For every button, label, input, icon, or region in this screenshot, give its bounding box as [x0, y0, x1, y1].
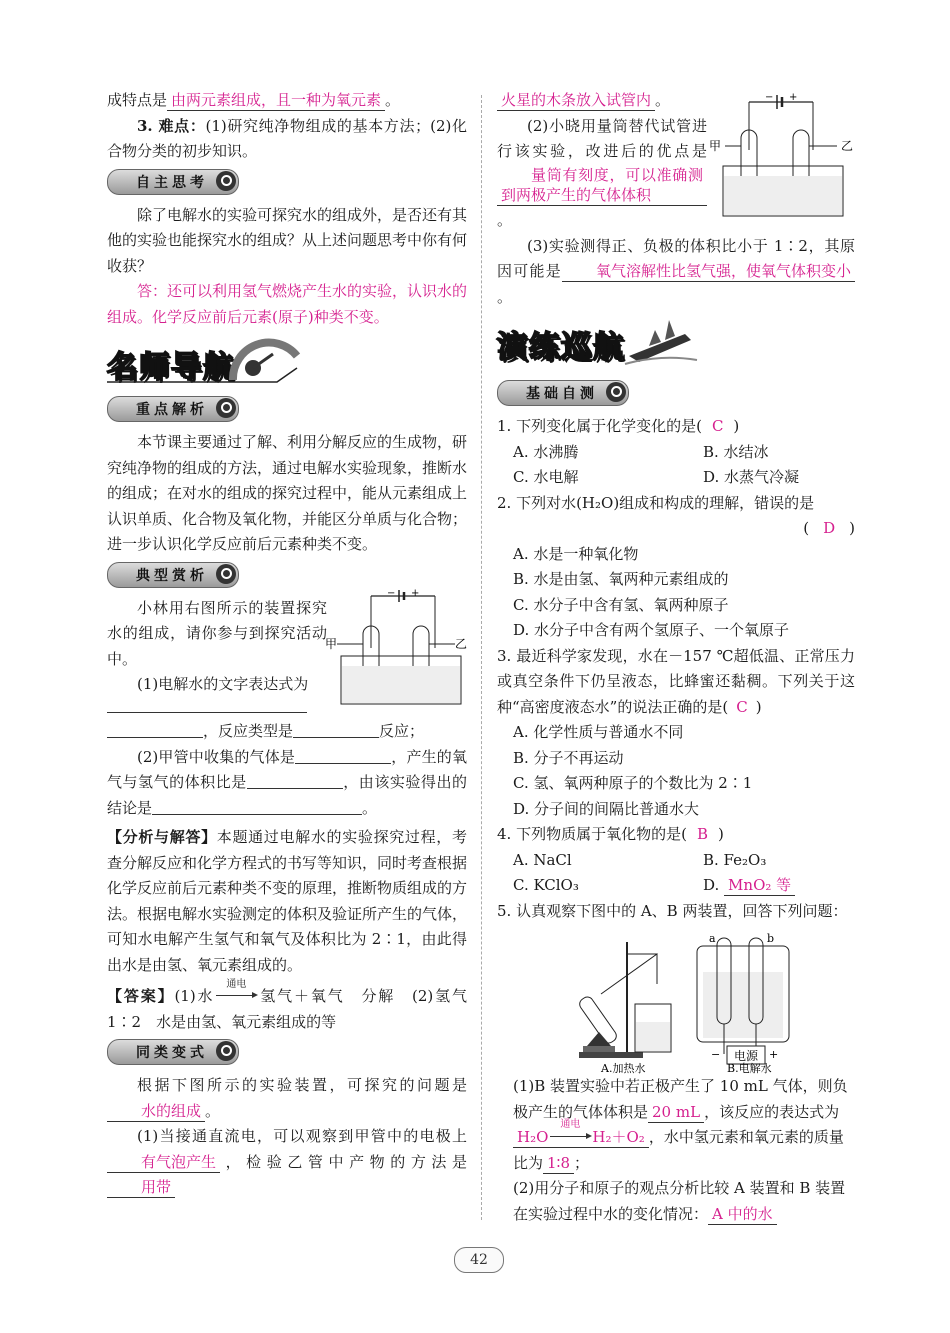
text: ，该反应的表达式为 — [704, 1102, 840, 1121]
banner-title: 名师导航 — [107, 350, 235, 385]
ship-icon — [625, 316, 697, 366]
text: 。 — [497, 211, 513, 229]
banner-underline — [107, 366, 307, 386]
experiment-block — [497, 88, 855, 310]
answer-blank: 由两元素组成，且一种为氧元素 — [167, 90, 385, 111]
section-title: 基础自测 — [526, 386, 598, 402]
option: C. 水电解 — [513, 468, 579, 486]
text: (1)研究纯净物组成的基本方法；(2)化合物分类的初步知识。 — [107, 116, 467, 160]
question-1 — [497, 414, 855, 440]
options-row — [497, 440, 855, 466]
section-header-zizhu — [107, 169, 239, 195]
text: (1)B 装置实验中若正极产生了 10 mL 气体，则负极产生的气体体积是 — [513, 1077, 848, 1121]
caption-b: B.电解水 — [727, 1062, 772, 1075]
page-number: 42 — [454, 1247, 504, 1273]
magnifier-icon — [606, 382, 626, 402]
electrolysis-apparatus-figure — [709, 90, 855, 220]
question-5: 5. 认真观察下图中的 A、B 两装置，回答下列问题： — [497, 901, 848, 920]
reaction-arrow — [214, 979, 258, 1010]
text: ，产生的氧气与氢气的体积比是 — [107, 747, 467, 791]
answer-blank: 量筒有刻度，可以准确测到两极产生的气体体积 — [497, 165, 707, 206]
text: ) — [733, 417, 740, 435]
banner-title: 演练巡航 — [497, 330, 625, 365]
section-title: 自主思考 — [136, 174, 208, 191]
label-b: b — [767, 932, 775, 945]
question-4 — [497, 822, 855, 848]
option: B. 水是由氢、氧两种元素组成的 — [513, 570, 729, 588]
option: C. KClO₃ — [513, 876, 579, 894]
magnifier-icon — [216, 564, 236, 584]
option: B. 分子不再运动 — [513, 748, 624, 767]
paragraph — [497, 234, 855, 311]
electrolysis-apparatus-figure — [325, 587, 468, 708]
text: ，由该实验得出的结论是 — [107, 773, 467, 817]
text: (2)甲管中收集的气体是 — [137, 747, 296, 766]
section-header-tonglei — [107, 1039, 239, 1065]
answer-blank: 火星的木条放入试管内 — [497, 90, 655, 111]
text: (3)实验测得正、负极的体积比小于 1∶2，其原因可能是 — [497, 236, 855, 280]
question-5-2 — [497, 1176, 855, 1227]
answer-paren: ( D ) — [803, 519, 855, 537]
label: 【分析与解答】 — [107, 828, 217, 846]
section-header-dianxing — [107, 562, 239, 588]
text: 本题通过电解水的实验探究过程，考查分解反应和化学方程式的书写等知识，同时考查根据化学反应前后元素种类不变的原理，推断物质组成的方法。根据电解水实验测定的体积及验证所产生的气体，可知水电解产生氢气和氧气及体积比为 2∶1，由此得出水是由氢、氧元素组成的。 — [107, 828, 468, 974]
paragraph — [107, 1124, 467, 1201]
text: ，检验乙管中产物的方法是 — [220, 1152, 467, 1171]
apparatus-ab-figure — [497, 924, 855, 1074]
analysis-paragraph — [107, 825, 467, 978]
options-row — [497, 848, 855, 874]
text: (1)当接通直流电，可以观察到甲管中的电极上 — [137, 1127, 467, 1145]
answer-blank — [107, 695, 307, 713]
answer: C — [711, 417, 724, 435]
option: D. — [703, 876, 720, 894]
text: 。 — [655, 91, 671, 109]
option: B. 水结冰 — [703, 442, 769, 461]
text: 4. 下列物质属于氧化物的是( — [497, 825, 687, 843]
option: A. 水是一种氧化物 — [513, 544, 639, 563]
text: ； — [574, 1153, 590, 1172]
answer-blank: 1∶8 — [543, 1153, 574, 1174]
text: 3. 最近科学家发现，水在－157 ℃超低温、正常压力或真空条件下仍呈液态，比蜂蜜还黏稠。下列关于这种“高密度液态水”的说法正确的是( — [497, 646, 855, 716]
label: 3. 难点： — [137, 116, 206, 135]
example-block — [107, 587, 468, 822]
section-banner-yanlian — [497, 316, 855, 370]
question-3 — [497, 644, 855, 721]
label-jia: 甲 — [709, 139, 722, 153]
magnifier-icon — [216, 398, 236, 418]
power-label: 电源 — [734, 1049, 759, 1063]
condition: 通电 — [226, 979, 247, 990]
option: C. 氢、氧两种原子的个数比为 2∶1 — [513, 774, 753, 792]
option: A. NaCl — [513, 850, 572, 869]
label-jia: 甲 — [325, 636, 338, 651]
text: 。 — [205, 1101, 221, 1120]
magnifier-icon — [216, 1041, 236, 1061]
answer-blank: A 中的水 — [708, 1204, 777, 1225]
reactant: H₂O — [517, 1128, 549, 1146]
answer-paragraph: 答：还可以利用氢气燃烧产生水的实验，认识水的组成。化学反应前后元素(原子)种类不变。 — [107, 282, 468, 326]
options-row — [497, 873, 855, 899]
left-column — [107, 88, 483, 1201]
answer: D — [823, 519, 836, 537]
text: ，反应类型是 — [203, 722, 294, 740]
options-row — [497, 465, 855, 491]
option: A. 水沸腾 — [513, 442, 579, 461]
answer-blank — [295, 746, 391, 764]
text: 1. 下列变化属于化学变化的是( — [497, 417, 702, 435]
minus-label: − — [765, 92, 774, 103]
answer-blank: 用带 — [107, 1177, 175, 1198]
section-header-jichu — [497, 380, 629, 406]
question-line — [107, 719, 467, 745]
equation-blank — [513, 1119, 649, 1148]
answer: B — [696, 825, 708, 843]
section-header-zhongdian — [107, 396, 239, 422]
text: (1)水 — [174, 987, 215, 1005]
option: C. 水分子中含有氢、氧两种原子 — [513, 595, 729, 614]
option: A. 化学性质与普通水不同 — [513, 723, 684, 741]
answer-blank: 有气泡产生 — [107, 1152, 220, 1173]
minus-label: − — [711, 1048, 721, 1061]
question-line — [107, 745, 467, 822]
text: 。 — [362, 798, 378, 817]
paragraph: 本节课主要通过了解、利用分解反应的生成物，研究纯净物的组成的方法，通过电解水实验现象，推断水的组成；在对水的组成的探究过程中，能从元素组成上认识单质、化合物及氧化物，并能区分单质与化合物；进一步认识化学反应前后元素种类不变。 — [107, 433, 468, 553]
answer: C — [736, 697, 748, 716]
text: 根据下图所示的实验装置，可探究的问题是 — [137, 1076, 467, 1094]
plus-label: + — [789, 92, 798, 103]
answer-blank — [107, 720, 203, 738]
question-5-1 — [497, 1074, 855, 1176]
label-yi: 乙 — [455, 636, 468, 651]
answer-paragraph — [107, 979, 483, 1035]
answer-blank: 氧气溶解性比氢气强，使氧气体积变小 — [562, 261, 855, 282]
products: H₂＋O₂ — [592, 1128, 645, 1146]
option: D. 水分子中含有两个氢原子、一个氧原子 — [513, 621, 790, 639]
answer-blank — [152, 797, 362, 815]
answer-blank: 水的组成 — [107, 1101, 205, 1122]
label-yi: 乙 — [841, 139, 854, 153]
question-text: (1)电解水的文字表达式为 — [137, 675, 309, 693]
feature-line — [107, 88, 467, 114]
text: 成特点是 — [107, 91, 168, 109]
answer-blank — [247, 771, 343, 789]
text: (2)用分子和原子的观点分析比较 A 装置和 B 装置在实验过程中水的变化情况： — [513, 1179, 846, 1223]
paragraph — [497, 114, 707, 234]
plus-label: + — [411, 587, 420, 599]
label: 【答案】 — [107, 987, 175, 1005]
paragraph: 小林用右图所示的装置探究水的组成，请你参与到探究活动中。 — [107, 598, 327, 668]
text: ，水中氢元素和氧元素的质量比为 — [513, 1128, 844, 1172]
option: B. Fe₂O₃ — [703, 850, 767, 869]
section-title: 重点解析 — [136, 402, 208, 418]
section-title: 同类变式 — [136, 1045, 208, 1061]
option: D. 水蒸气冷凝 — [703, 468, 800, 486]
column-divider — [481, 95, 482, 1220]
paragraph: 除了电解水的实验可探究水的组成外，是否还有其他的实验也能探究水的组成？从上述问题思考中你有何收获？ — [107, 205, 468, 275]
condition: 通电 — [560, 1119, 581, 1130]
plus-label: + — [769, 1048, 779, 1061]
answer-blank — [293, 720, 379, 738]
magnifier-icon — [216, 171, 236, 191]
text: 。 — [497, 287, 513, 306]
caption-a: A.加热水 — [601, 1062, 646, 1075]
answer-blank: 20 mL — [648, 1102, 704, 1123]
minus-label: − — [387, 587, 396, 599]
option: D. 分子间的间隔比普通水大 — [513, 799, 700, 818]
section-title: 典型赏析 — [136, 567, 208, 584]
text: ) — [717, 825, 724, 843]
answer-blank: MnO₂ 等 — [724, 875, 795, 896]
text: (2)小晓用量筒替代试管进行该实验，改进后的优点是 — [497, 116, 707, 160]
reaction-arrow — [548, 1119, 592, 1147]
question-2: 2. 下列对水(H₂O)组成和构成的理解，错误的是 — [497, 493, 815, 512]
right-column — [497, 88, 855, 1227]
text: 。 — [385, 91, 401, 109]
section-banner-mingshi — [107, 336, 467, 386]
paragraph — [107, 1073, 467, 1124]
label-a: a — [709, 932, 716, 945]
difficulty-line — [107, 114, 467, 165]
text: 反应； — [379, 722, 425, 740]
text: ) — [755, 697, 762, 716]
text: 氢气＋氧气 分解 (2)氢气 1∶2 水是由氢、氧元素组成的等 — [107, 987, 483, 1031]
